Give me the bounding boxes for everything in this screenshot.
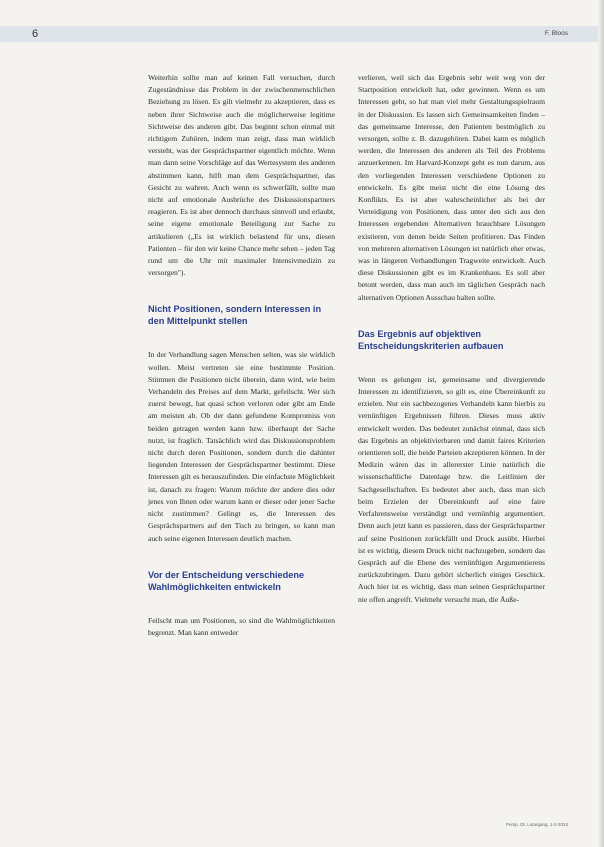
footer-citation: Persp. Dt. Lutargang, 1-2-2013: [505, 822, 568, 827]
left-column: [148, 72, 335, 639]
paragraph: Feilscht man um Positionen, so sind die Wahlmöglichkeiten begrenzt. Man kann entweder: [148, 615, 335, 637]
paragraph: In der Verhandlung sagen Menschen selten, was sie wirklich wollen. Meist vertreten sie eine bestimmte Position. Stimmen die Positionen nicht überein, dann wird, wie beim Verhandeln des Preises auf dem Markt, gefeilscht. Wer sich zuerst bewegt, hat quasi schon verloren oder gibt am Ende am meisten ab. Ob der dann gefundene Kompromiss von beiden getragen werden kann bzw. überhaupt der Sache nutzt, ist fraglich. Tatsächlich wird das Diskussionsproblem nicht durch deren Positionen, sondern durch die dahinter liegenden Interessen der Gesprächspartner bestimmt. Diese Interessen gilt es herauszufinden. Die einfachste Möglichkeit ist, danach zu fragen: Warum möchte der andere dies oder jenes von Ihnen oder warum kann er dieser oder jener Sache nicht zustimmen? Gelingt es, die Interessen des Gesprächspartners auf den Tisch zu bringen, so kann man auch seine eigenen Interessen deutlich machen.: [148, 350, 335, 543]
section-heading: Vor der Entscheidung verschiedene Wahlmöglichkeiten entwickeln: [148, 569, 305, 592]
paragraph: Weiterhin sollte man auf keinen Fall versuchen, durch Zugeständnisse das Problem in der zwischenmenschlichen Beziehung zu lösen. Es gilt vielmehr zu akzeptieren, dass es neben ihrer Sichtweise auch die möglicherweise legitime Sichtweise des anderen gibt. Das beginnt schon einmal mit richtigem Zuhören, indem man zeigt, dass man wirklich versteht, was der Gesprächspartner eigentlich möchte. Wenn man dann seine Vorschläge auf das Wertesystem des anderen abstimmen kann, hilft man dem Gesprächspartner, das Gesicht zu wahren. Auch wenn es schwerfällt, sollte man nicht auf emotionale Ausbrüche des Diskussionspartners reagieren. Es ist aber dennoch durchaus sinnvoll und erlaubt, seine eigene emotionale Beteiligung zur Sache zu artikulieren („Es ist wirklich belastend für uns, diesen Patienten – für den wir keine Chance mehr sehen – jeden Tag rund um die Uhr mit maximaler Intensivmedizin zu versorgen").: [148, 73, 335, 278]
paragraph: Wenn es gelungen ist, gemeinsame und divergierende Interessen zu identifizieren, so gilt es, eine Übereinkunft zu erzielen. Nur ein sachbezogenes Verhandeln kann hierbis zu vernünftigen Ergebnissen führen. Dieses muss aktiv entwickelt werden. Das bedeutet zunächst einmal, dass sich das Ergebnis an objektivierbaren und damit faires Kriterien orientieren soll, die beide Parteien akzeptieren können. In der Medizin wären das in allererster Linie natürlich die wissenschaftliche Datenlage bzw. die Leitlinien der Sachgesellschaften. Es bedeutet aber auch, dass man sich beim Erzielen der Übereinkunft auf eine faire Verfahrensweise verständigt und vernünftig argumentiert. Denn auch jetzt kann es passieren, dass der Gesprächspartner auf seine Positionen zurückfällt und Druck ausübt. Hierbei ist es wichtig, diesem Druck nicht nachzugeben, sondern das Gespräch auf die Ebene des vernünftigen Argumentierens zurückzubringen. Dazu gehört sicherlich einiges Geschick. Auch hier ist es wichtig, dass man seinen Gesprächspartner nie offen angreift. Vielmehr versucht man, die Äuße-: [358, 374, 545, 604]
paragraph: verlieren, weil sich das Ergebnis sehr weit weg von der Startposition entwickelt hat, oder gewinnen. Wenn es um Interessen geht, so hat man viel mehr Gestaltungsspielraum in der Diskussion. Es lassen sich Gemeinsamkeiten finden – das gemeinsame Interesse, den Patienten bestmöglich zu versorgen, sollte z. B. dazugehören. Dabei kann es möglich werden, die Interessen des anderen als Teil des Problems anzuerkennen. Im Harvard-Konzept geht es nun darum, aus den vorliegenden Interessen verschiedene Optionen zu entwickeln. Es gibt meist nicht die eine Lösung des Konflikts. Es ist aber wahrscheinlicher als bei der Verteidigung von Positionen, dass unter den sich aus den Interessen ergebenden Alternativen brauchbare Lösungen existieren, von denen beide Seiten profitieren. Das Finden von mehreren alternativen Lösungen ist natürlich eher etwas, was in längeren Verhandlungen Tragweite entwickelt. Auch diese Diskussionen gibt es im Krankenhaus. Es soll aber betont werden, dass man auch im täglichen Gespräch nach alternativen Optionen Ausschau halten sollte.: [358, 73, 545, 302]
page-edge-shadow: [598, 0, 604, 847]
page-number: 6: [32, 28, 39, 40]
section-heading: Nicht Positionen, sondern Interessen in den Mittelpunkt stellen: [148, 304, 322, 327]
right-column: [358, 72, 545, 606]
section-heading: Das Ergebnis auf objektiven Entscheidungskriterien aufbauen: [358, 328, 504, 351]
header-bar: [0, 26, 604, 42]
running-head: F. Bloos: [544, 30, 568, 37]
